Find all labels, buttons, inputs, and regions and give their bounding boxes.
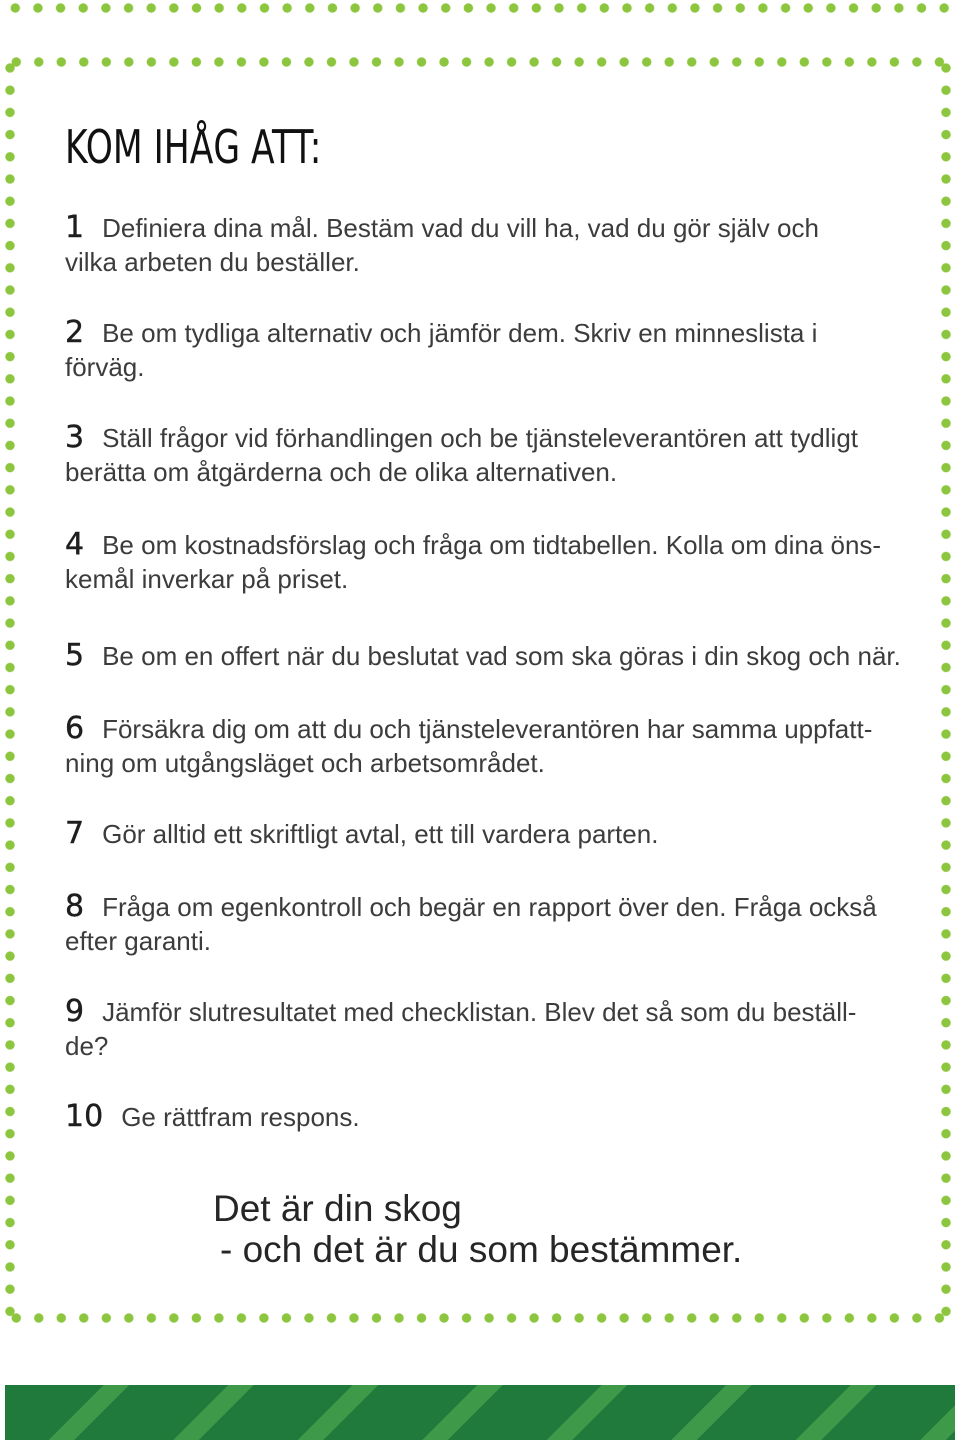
item-first-line (65, 528, 945, 562)
item-text: Gör alltid ett skriftligt avtal, ett till vardera parten. (102, 819, 659, 849)
item-number: 10 (65, 1099, 104, 1134)
footer-stripe-band (5, 1385, 955, 1440)
item-text-continued: vilka arbeten du beställer. (65, 247, 360, 277)
item-first-line (65, 817, 945, 851)
item-first-line (65, 890, 945, 924)
item-number: 6 (65, 711, 85, 746)
item-number: 2 (65, 315, 85, 350)
item-text-continued: de? (65, 1031, 109, 1061)
item-first-line (65, 712, 945, 746)
closing-line-2: - och det är du som bestämmer. (220, 1229, 743, 1270)
item-number: 9 (65, 994, 85, 1029)
dotted-border-bottom (5, 1313, 951, 1323)
list-item-1 (65, 211, 945, 279)
item-text: Be om en offert när du beslutat vad som ska göras i din skog och när. (102, 641, 901, 671)
list-item-9 (65, 995, 945, 1063)
list-item-6 (65, 712, 945, 780)
item-number: 8 (65, 889, 85, 924)
list-item-3 (65, 421, 945, 489)
dotted-border-top (5, 57, 951, 67)
item-number: 1 (65, 210, 85, 245)
list-item-7 (65, 817, 945, 851)
item-first-line (65, 316, 945, 350)
item-text: Försäkra dig om att du och tjänsteleverantören har samma uppfatt- (102, 714, 873, 744)
item-text-continued: ning om utgångsläget och arbetsområdet. (65, 748, 545, 778)
item-first-line (65, 1100, 945, 1134)
item-text: Jämför slutresultatet med checklistan. Blev det så som du beställ- (102, 997, 857, 1027)
list-item-2 (65, 316, 945, 384)
page-title: KOM IHÅG ATT: (65, 120, 322, 174)
item-text: Definiera dina mål. Bestäm vad du vill ha, vad du gör själv och (102, 213, 819, 243)
item-text: Be om tydliga alternativ och jämför dem. Skriv en minneslista i (102, 318, 818, 348)
list-item-8 (65, 890, 945, 958)
dotted-row-top-edge (4, 3, 956, 13)
item-number: 4 (65, 527, 85, 562)
dotted-border-left (5, 57, 15, 1323)
item-first-line (65, 995, 945, 1029)
item-number: 7 (65, 816, 85, 851)
item-text-continued: förväg. (65, 352, 145, 382)
item-text: Be om kostnadsförslag och fråga om tidtabellen. Kolla om dina öns- (102, 530, 882, 560)
list-item-4 (65, 528, 945, 596)
item-number: 3 (65, 420, 85, 455)
list-item-5 (65, 639, 945, 673)
item-text: Fråga om egenkontroll och begär en rapport över den. Fråga också (102, 892, 877, 922)
item-number: 5 (65, 638, 85, 673)
closing-statement (213, 1188, 742, 1270)
item-text: Ge rättfram respons. (121, 1102, 360, 1132)
item-text-continued: efter garanti. (65, 926, 211, 956)
list-item-10 (65, 1100, 945, 1134)
closing-line-1: Det är din skog (213, 1188, 462, 1229)
item-text-continued: kemål inverkar på priset. (65, 564, 349, 594)
item-first-line (65, 639, 945, 673)
item-first-line (65, 421, 945, 455)
item-text-continued: berätta om åtgärderna och de olika alternativen. (65, 457, 618, 487)
item-text: Ställ frågor vid förhandlingen och be tjänsteleverantören att tydligt (102, 423, 858, 453)
checklist (65, 211, 945, 1134)
item-first-line (65, 211, 945, 245)
